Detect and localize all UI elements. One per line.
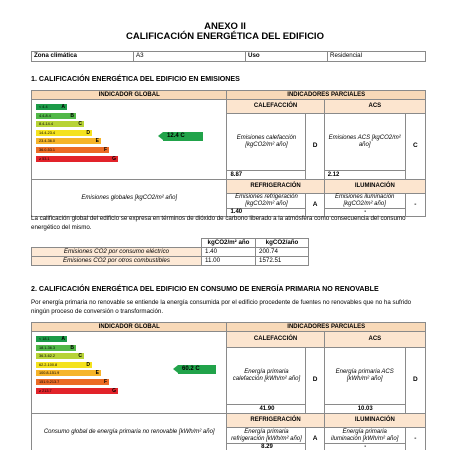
refrigeracion-emissions-letter: A (306, 194, 324, 217)
primary-energy-bar-range: < 18.1 (39, 337, 50, 341)
zona-value: A3 (134, 52, 246, 62)
primary-energy-scale-cell (32, 332, 227, 414)
table-row (32, 248, 309, 257)
emissions-bar-letter: B (70, 112, 74, 119)
refrigeracion-header: REFRIGERACIÓN (227, 180, 324, 194)
primary-energy-bar-range: ≥ 213.7 (39, 388, 52, 393)
global-primary-energy-label: Consumo global de energía primaria no renovable [kWh/m² año] (32, 414, 227, 450)
emissions-bar-range: 8.4-14.4 (39, 122, 53, 127)
calefaccion-header: CALEFACCIÓN (227, 100, 324, 114)
emissions-energy-scale (32, 100, 226, 179)
co2-row-value-m2: 11.00 (202, 257, 256, 266)
primary-energy-bar-a (36, 336, 67, 342)
calefaccion-energy-letter: D (306, 348, 324, 414)
primary-energy-bar-range: 151.9-213.7 (39, 380, 60, 384)
global-emissions-label: Emisiones globales [kgCO2/m² año] (32, 180, 227, 217)
primary-energy-bar-letter: C (78, 353, 82, 360)
section2-heading: 2. CALIFICACIÓN ENERGÉTICA DEL EDIFICIO EN CONSUMO DE ENERGÍA PRIMARIA NO RENOVABLE (31, 285, 379, 293)
acs-header: ACS (324, 100, 425, 114)
emissions-bar-e (36, 138, 101, 144)
primary-energy-bar-letter: G (112, 387, 116, 394)
iluminacion-energy-letter: - (405, 428, 425, 450)
calefaccion-emissions-value: 8.87 (227, 171, 306, 180)
uso-label: Uso (246, 52, 328, 62)
primary-energy-scale (32, 332, 226, 413)
zone-table (31, 51, 426, 62)
paragraph-emissions: La calificación global del edificio se expresa en términos de dióxido de carbono liberado a la atmósfera como consecuencia del consumo energético del mismo. (31, 215, 406, 231)
emissions-bar-f (36, 147, 109, 153)
refrigeracion-energy-letter: A (306, 428, 324, 450)
calefaccion-emissions-letter: D (306, 114, 324, 180)
iluminacion-energy-label: Energía primaria iluminación [kWh/m² año] (324, 428, 405, 444)
emissions-bar-c (36, 121, 84, 127)
primary-energy-bar-range: 100.8-151.9 (39, 371, 60, 376)
uso-value: Residencial (328, 52, 426, 62)
primary-energy-bar-letter: E (95, 370, 99, 377)
co2-row-value-year: 200.74 (256, 248, 309, 257)
partial-indicators-header: INDICADORES PARCIALES (227, 91, 426, 100)
emissions-bar-range: 4.4-8.4 (39, 113, 51, 118)
emissions-bar-range: < 4.4 (39, 105, 48, 109)
partial-indicators-header: INDICADORES PARCIALES (227, 323, 426, 332)
co2-row-label: Emisiones CO2 por consumo eléctrico (32, 248, 202, 257)
emissions-bar-a (36, 104, 67, 110)
co2-row-value-m2: 1.40 (202, 248, 256, 257)
emissions-scale-cell (32, 100, 227, 180)
refrigeracion-emissions-label: Emisiones refrigeración [kgCO2/m² año] (227, 194, 306, 209)
refrigeracion-header: REFRIGERACIÓN (227, 414, 324, 428)
emissions-rating-arrow: 12.4 C (163, 132, 203, 141)
document-title: ANEXO II (204, 21, 246, 32)
calefaccion-emissions-label: Emisiones calefacción [kgCO2/m² año] (227, 114, 306, 171)
iluminacion-emissions-label: Emisiones iluminación [kgCO2/m² año] (324, 194, 405, 209)
emissions-bar-letter: F (103, 147, 107, 153)
emissions-bar-letter: G (112, 155, 116, 162)
emissions-bar-range: 23.4-36.0 (39, 139, 56, 144)
refrigeracion-emissions-value: 1.40 (227, 209, 306, 217)
primary-energy-rating-arrow: 60.2 C (178, 365, 216, 374)
iluminacion-header: ILUMINACIÓN (324, 180, 425, 194)
primary-energy-bar-g (36, 388, 118, 394)
iluminacion-emissions-value: - (324, 209, 405, 217)
primary-energy-bar-range: 18.1-36.3 (39, 345, 56, 350)
co2-row-label: Emisiones CO2 por otros combustibles (32, 257, 202, 266)
acs-emissions-value: 2.12 (324, 171, 405, 180)
co2-col-per-m2: kgCO2/m² año (202, 239, 256, 248)
co2-row-value-year: 1572.51 (256, 257, 309, 266)
emissions-bar-letter: C (78, 121, 82, 128)
indicator-global-header: INDICADOR GLOBAL (32, 323, 227, 332)
co2-table (31, 238, 309, 266)
co2-col-per-year: kgCO2/año (256, 239, 309, 248)
emissions-bar-b (36, 113, 76, 119)
primary-energy-bar-e (36, 370, 101, 376)
primary-energy-bar-letter: B (70, 344, 74, 351)
acs-energy-label: Energía primaria ACS [kWh/m² año] (324, 348, 405, 405)
emissions-bar-letter: A (61, 104, 65, 110)
calefaccion-header: CALEFACCIÓN (227, 332, 324, 348)
zona-label: Zona climática (32, 52, 134, 62)
emissions-bar-range: 14.4-23.4 (39, 130, 56, 135)
primary-energy-bar-range: 62.2-100.8 (39, 362, 58, 367)
iluminacion-emissions-letter: - (405, 194, 425, 217)
primary-energy-bar-f (36, 379, 109, 385)
primary-energy-bar-letter: F (103, 379, 107, 385)
calefaccion-energy-label: Energía primaria calefacción [kWh/m² año] (227, 348, 306, 405)
indicator-global-header: INDICADOR GLOBAL (32, 91, 227, 100)
acs-emissions-letter: C (405, 114, 425, 180)
emissions-table (31, 90, 426, 217)
acs-emissions-label: Emisiones ACS [kgCO2/m² año] (324, 114, 405, 171)
document-subtitle: CALIFICACIÓN ENERGÉTICA DEL EDIFICIO (126, 31, 324, 42)
primary-energy-bar-d (36, 362, 92, 368)
emissions-bar-g (36, 156, 118, 162)
primary-energy-bar-c (36, 353, 84, 359)
acs-energy-letter: D (405, 348, 425, 414)
emissions-bar-letter: E (95, 138, 99, 145)
paragraph-primary-energy: Por energía primaria no renovable se entiende la energía consumida por el edificio procedente de fuentes no renovables que no ha sufrido ningún proceso de conversión o transformación. (31, 299, 412, 315)
table-row (32, 257, 309, 266)
calefaccion-energy-value: 41.90 (227, 405, 306, 414)
primary-energy-bar-range: 36.3-62.2 (39, 354, 56, 359)
emissions-bar-letter: D (86, 129, 90, 136)
primary-energy-bar-b (36, 345, 76, 351)
primary-energy-table (31, 322, 426, 450)
primary-energy-bar-letter: D (86, 361, 90, 368)
emissions-bar-range: 36.0-53.1 (39, 148, 56, 152)
iluminacion-header: ILUMINACIÓN (324, 414, 425, 428)
acs-energy-value: 10.03 (324, 405, 405, 414)
primary-energy-bar-letter: A (61, 336, 65, 342)
refrigeracion-energy-label: Energía primaria refrigeración [kWh/m² año] (227, 428, 306, 444)
iluminacion-energy-value: - (324, 444, 405, 450)
refrigeracion-energy-value: 8.29 (227, 444, 306, 450)
acs-header: ACS (324, 332, 425, 348)
emissions-bar-range: ≥ 53.1 (39, 156, 50, 161)
emissions-bar-d (36, 130, 92, 136)
section1-heading: 1. CALIFICACIÓN ENERGÉTICA DEL EDIFICIO EN EMISIONES (31, 75, 240, 83)
